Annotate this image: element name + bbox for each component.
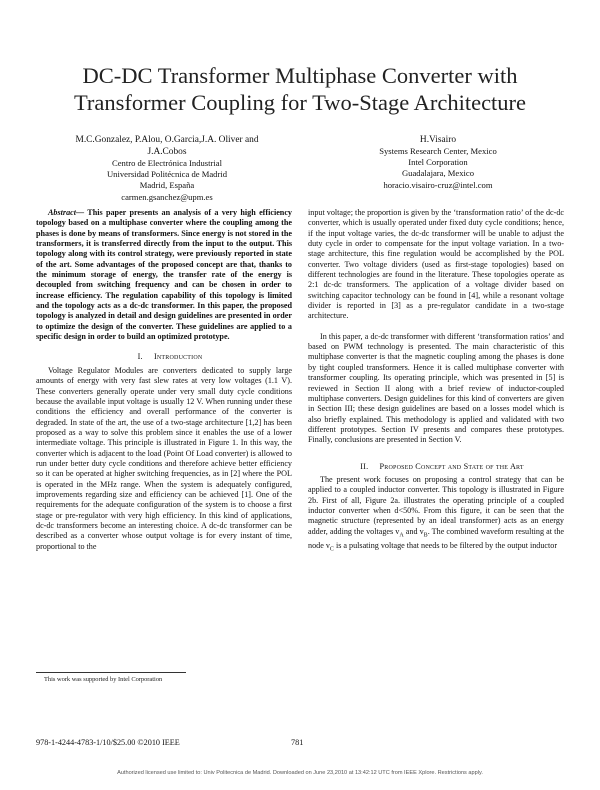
section-heading-introduction: I. Introduction [137, 352, 203, 362]
section-heading-proposed-concept: II. Proposed Concept and State of the Art [360, 461, 524, 471]
right-column [308, 208, 564, 555]
footnote: This work was supported by Intel Corporation [44, 676, 163, 683]
author-names-line-1: M.C.Gonzalez, P.Alou, O.Garcia,J.A. Oliver and [75, 135, 259, 145]
footnote-divider [36, 672, 186, 673]
abstract-text: This paper presents an analysis of a very high efficiency topology based on a multiphase converter where the coupling among the phases is done by means of transformers. Since energy is not stored in the transformers, it is transferred directly from the input to the output. This topology along with its control strategy, were previously reported in state of the art. Some advantages of the proposed concept are that, thanks to the minimum storage of energy, the transfer rate of the energy is decoupled from switching frequency and can be chosen in order to increase efficiency. The regulation capability of this topology is limited and the topology acts as a dc-dc transformer. In this paper, the proposed topology is analyzed in detail and design guidelines are presented in order to optimize the design of the converter. These guidelines are applied to a specific design in order to build an optimized prototype. [36, 208, 292, 342]
affiliation-right-line-1: Systems Research Center, Mexico [379, 146, 497, 156]
intro-paragraph-1: Voltage Regulator Modules are converters dedicated to supply large amounts of energy with very fast slew rates at very low voltages (1.1 V). These converters generally operate under very small duty cycle conditions because the available input voltage is usually 12 V. When running under these conditions the efficiency and overall performance of the converter is degraded. In state of the art, the use of a two-stage architecture [1,2] has been proposed as a way to solve this problem since it enables the use of a lower intermediate voltage. This principle is illustrated in Figure 1. In this way, the converter which is adjacent to the load (Point Of Load converter) is allowed to run under better duty cycle conditions and therefore achieve better efficiency so it can be operated at higher switching frequencies, as in [2] where the POL is operated in the MHz range. When the system is adequately configured, improvements regarding size and efficiency can be achieved [1]. One of the requirements for the adequate configuration of the system is to choose a first stage or pre-regulator with very high efficiency. In this kind of applications, dc-dc transformers become an interesting choice. A dc-dc transformer can be described as a converter whose output voltage is for every instant of time, proportional to the [36, 365, 292, 551]
right-paragraph-2: In this paper, a dc-dc transformer with different ‘transformation ratios’ and based on PWM technology is presented. The main characteristic of this multiphase converter is that the magnetic coupling among the phases is done by tight coupled transformers. Hence it is called multiphase converter with transformer coupling. Its operating principle, which was presented in [5] is reviewed in Section II along with a brief review of inductor-coupled multiphase converters. Design guidelines for this kind of converters are given in Section III; these design guidelines are based on a losses model which is also briefly explained. This methodology is applied and validated with two different prototypes. Section IV presents and compares these prototypes. Finally, conclusions are presented in Section V. [308, 331, 564, 445]
left-column [36, 208, 292, 552]
affiliation-right-line-3: Guadalajara, Mexico [401, 168, 475, 179]
author-block-right [308, 134, 568, 191]
author-block-left [36, 134, 298, 203]
affiliation-line-2: Universidad Politécnica de Madrid [106, 169, 228, 180]
author-email-right: horacio.visairo-cruz@intel.com [383, 179, 493, 190]
abstract [36, 208, 292, 342]
right-paragraph-1: input voltage; the proportion is given by the ‘transformation ratio’ of the dc-dc converter, which is usually operated under fixed duty cycle conditions; hence, if the input voltage varies, the dc-dc transformer will be unable to adjust the duty cycle in order to compensate for the input voltage variation. In a two-stage architecture, this fine regulation would be accomplished by the POL converter. Two voltage dividers (used as first-stage topologies) based on different technologies are found in the literature. These topologies operate as 2:1 dc-dc transformers. The application of a voltage divider based on switching capacitor technology can be found in [4], while a resonant voltage divider is reported in [3] as a pre-regulator candidate in a two-stage architecture. [308, 208, 564, 321]
isbn-copyright: 978-1-4244-4783-1/10/$25.00 ©2010 IEEE [36, 738, 180, 747]
affiliation-right-line-2: Intel Corporation [408, 157, 468, 168]
paper-title [40, 62, 560, 116]
author-names-right: H.Visairo [419, 135, 457, 145]
title-line-2: Transformer Coupling for Two-Stage Architecture [73, 90, 527, 115]
page-number: 781 [291, 738, 304, 747]
section2-paragraph-1: The present work focuses on proposing a control strategy that can be applied to a coupled inductor converter. This topology is illustrated in Figure 2b. First of all, Figure 2a. illustrates the operating principle of a coupled inductor converter when d<50%. From this figure, it can be seen that the magnetic structure (represented by an ideal transformer) acts as an energy adder, adding the voltages $v_A$ and $v_B$. The combined waveform resulting at the node $v_C$ is a pulsating voltage that needs to be filtered by the output inductor [308, 474, 564, 553]
affiliation-line-3: Madrid, España [139, 180, 195, 191]
abstract-label: Abstract— [48, 208, 85, 217]
license-notice: Authorized licensed use limited to: Univ Politecnica de Madrid. Downloaded on June 23,2010 at 13:42:12 UTC from IEEE Xplore. Restrictions apply. [117, 770, 483, 776]
author-names-line-2: J.A.Cobos [147, 147, 187, 157]
affiliation-line-1: Centro de Electrónica Industrial [111, 158, 222, 168]
title-line-1: DC-DC Transformer Multiphase Converter with [82, 63, 518, 88]
author-email: carmen.gsanchez@upm.es [121, 191, 213, 202]
